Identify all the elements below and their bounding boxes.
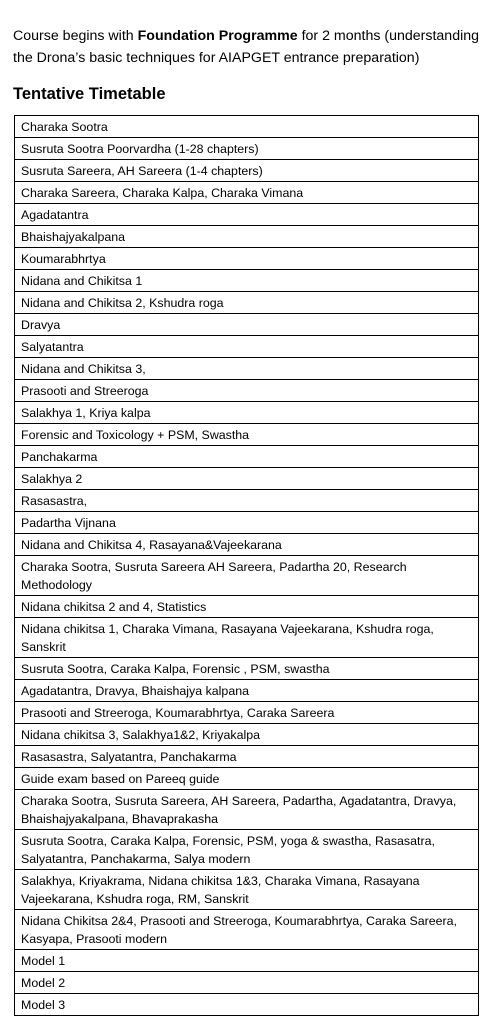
table-cell: Salakhya, Kriyakrama, Nidana chikitsa 1&3, Charaka Vimana, Rasayana Vajeekarana, Kshudra roga, RM, Sanskrit — [15, 870, 479, 910]
table-cell: Dravya — [15, 314, 479, 336]
table-row — [15, 292, 479, 314]
table-cell: Nidana chikitsa 3, Salakhya1&2, Kriyakalpa — [15, 724, 479, 746]
table-row — [15, 680, 479, 702]
table-row — [15, 746, 479, 768]
table-row — [15, 534, 479, 556]
table-row — [15, 702, 479, 724]
table-cell: Nidana chikitsa 1, Charaka Vimana, Rasayana Vajeekarana, Kshudra roga, Sanskrit — [15, 618, 479, 658]
table-row — [15, 790, 479, 830]
table-cell: Susruta Sareera, AH Sareera (1-4 chapters) — [15, 160, 479, 182]
table-cell: Nidana and Chikitsa 1 — [15, 270, 479, 292]
table-cell: Nidana and Chikitsa 4, Rasayana&Vajeekarana — [15, 534, 479, 556]
table-cell: Panchakarma — [15, 446, 479, 468]
table-row — [15, 596, 479, 618]
table-cell: Salakhya 2 — [15, 468, 479, 490]
table-cell: Nidana and Chikitsa 2, Kshudra roga — [15, 292, 479, 314]
table-cell: Agadatantra — [15, 204, 479, 226]
table-cell: Salyatantra — [15, 336, 479, 358]
table-cell: Rasasastra, — [15, 490, 479, 512]
table-row — [15, 768, 479, 790]
table-cell: Salakhya 1, Kriya kalpa — [15, 402, 479, 424]
table-cell: Model 3 — [15, 994, 479, 1016]
table-cell: Forensic and Toxicology + PSM, Swastha — [15, 424, 479, 446]
table-cell: Charaka Sootra, Susruta Sareera AH Sareera, Padartha 20, Research Methodology — [15, 556, 479, 596]
table-row — [15, 490, 479, 512]
table-cell: Charaka Sootra — [15, 116, 479, 138]
table-cell: Charaka Sootra, Susruta Sareera, AH Sareera, Padartha, Agadatantra, Dravya, Bhaishajyakalpana, Bhavaprakasha — [15, 790, 479, 830]
table-cell: Guide exam based on Pareeq guide — [15, 768, 479, 790]
table-cell: Prasooti and Streeroga, Koumarabhrtya, Caraka Sareera — [15, 702, 479, 724]
intro-paragraph — [13, 25, 483, 69]
intro-prefix: Course begins with — [13, 28, 138, 44]
table-row — [15, 380, 479, 402]
table-row — [15, 446, 479, 468]
table-cell: Padartha Vijnana — [15, 512, 479, 534]
table-row — [15, 358, 479, 380]
table-cell: Prasooti and Streeroga — [15, 380, 479, 402]
table-row — [15, 160, 479, 182]
table-row — [15, 724, 479, 746]
table-cell: Susruta Sootra, Caraka Kalpa, Forensic , PSM, swastha — [15, 658, 479, 680]
table-row — [15, 556, 479, 596]
table-row — [15, 910, 479, 950]
table-cell: Nidana chikitsa 2 and 4, Statistics — [15, 596, 479, 618]
table-cell: Model 1 — [15, 950, 479, 972]
table-row — [15, 658, 479, 680]
table-cell: Rasasastra, Salyatantra, Panchakarma — [15, 746, 479, 768]
table-cell: Bhaishajyakalpana — [15, 226, 479, 248]
table-row — [15, 972, 479, 994]
table-row — [15, 270, 479, 292]
table-row — [15, 314, 479, 336]
table-row — [15, 512, 479, 534]
table-row — [15, 994, 479, 1016]
timetable-table — [14, 115, 479, 1016]
table-row — [15, 204, 479, 226]
table-cell: Nidana Chikitsa 2&4, Prasooti and Streeroga, Koumarabhrtya, Caraka Sareera, Kasyapa, Prasooti modern — [15, 910, 479, 950]
table-row — [15, 226, 479, 248]
timetable-title: Tentative Timetable — [13, 85, 166, 103]
table-cell: Agadatantra, Dravya, Bhaishajya kalpana — [15, 680, 479, 702]
table-row — [15, 336, 479, 358]
table-cell: Susruta Sootra, Caraka Kalpa, Forensic, PSM, yoga & swastha, Rasasatra, Salyatantra, Panchakarma, Salya modern — [15, 830, 479, 870]
table-row — [15, 182, 479, 204]
table-row — [15, 402, 479, 424]
intro-suffix: for 2 months (understanding the Drona’s basic techniques for AIAPGET entrance preparation) — [13, 28, 480, 66]
table-row — [15, 424, 479, 446]
table-cell: Koumarabhrtya — [15, 248, 479, 270]
table-row — [15, 618, 479, 658]
table-cell: Susruta Sootra Poorvardha (1-28 chapters) — [15, 138, 479, 160]
table-cell: Charaka Sareera, Charaka Kalpa, Charaka Vimana — [15, 182, 479, 204]
table-row — [15, 116, 479, 138]
table-row — [15, 468, 479, 490]
table-row — [15, 830, 479, 870]
table-row — [15, 950, 479, 972]
table-row — [15, 138, 479, 160]
table-row — [15, 248, 479, 270]
table-cell: Model 2 — [15, 972, 479, 994]
table-cell: Nidana and Chikitsa 3, — [15, 358, 479, 380]
table-row — [15, 870, 479, 910]
intro-bold: Foundation Programme — [137, 28, 298, 44]
